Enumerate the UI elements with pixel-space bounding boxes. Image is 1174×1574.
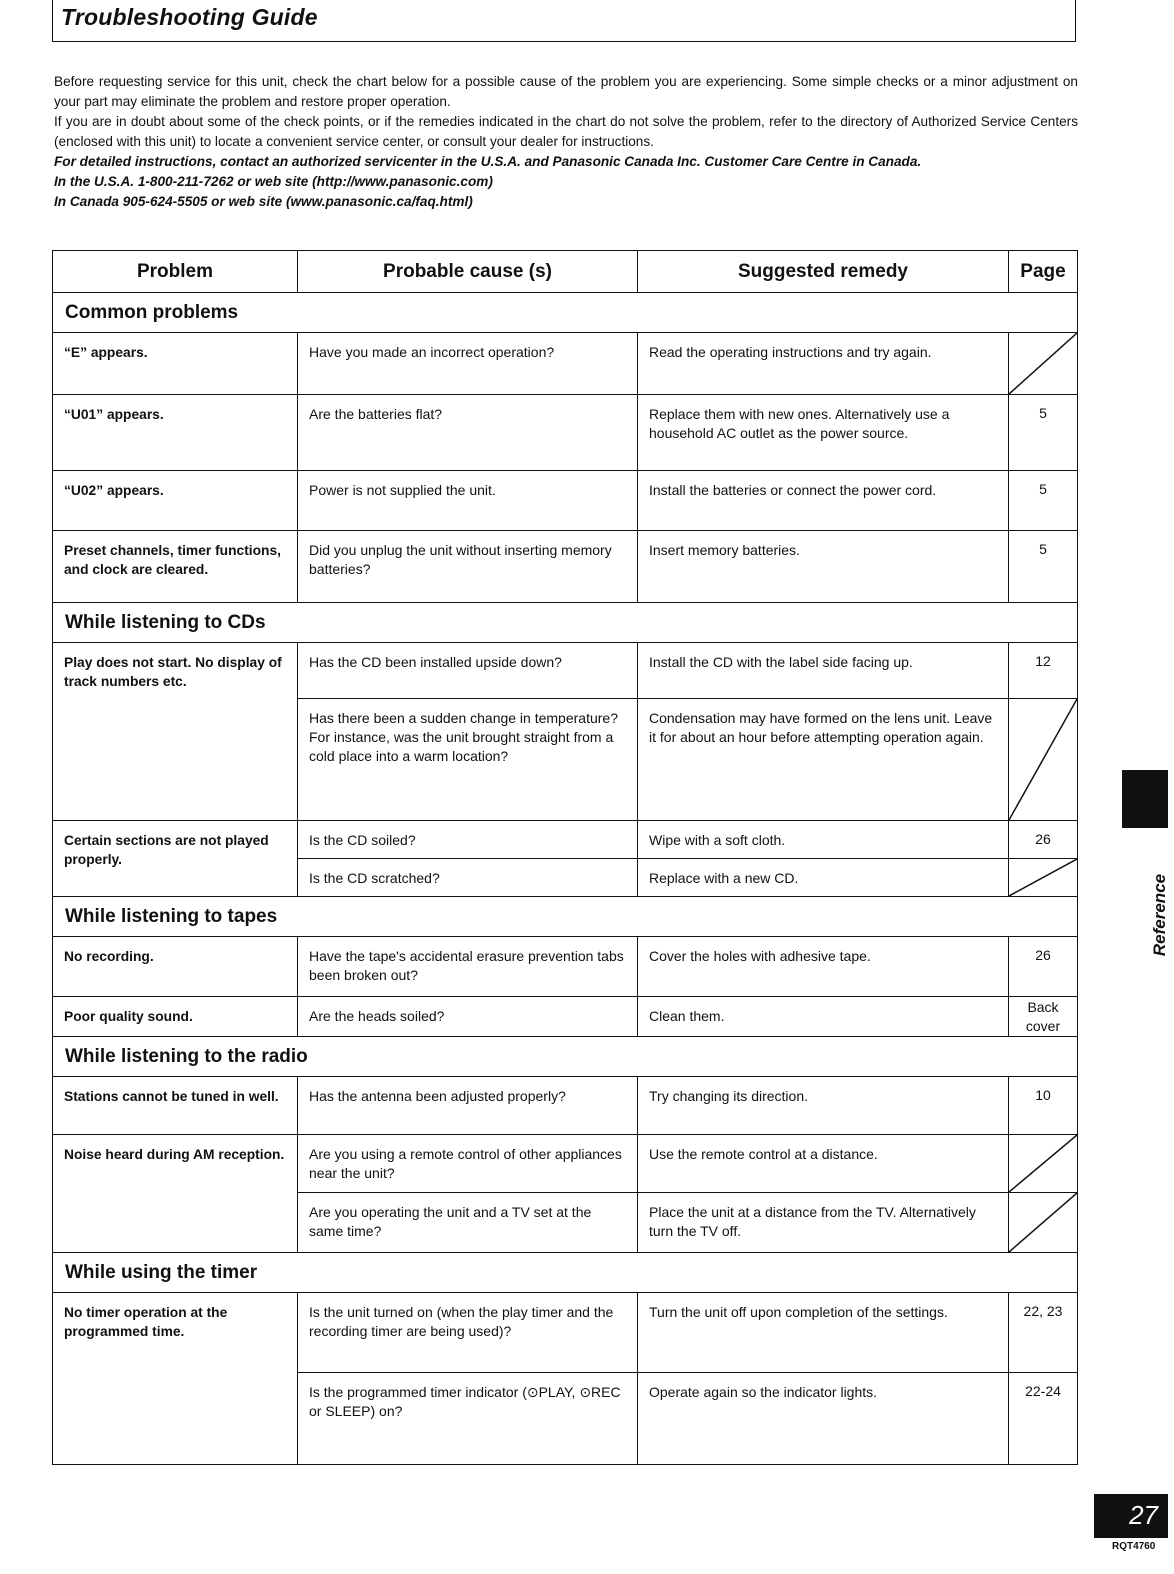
section-radio: While listening to the radio — [53, 1037, 1078, 1077]
page-cell-empty — [1009, 333, 1078, 395]
merged-problem-cell — [53, 821, 298, 897]
remedy-cell: Replace them with new ones. Alternatively use a household AC outlet as the power source. — [649, 406, 950, 441]
table-row — [53, 531, 1078, 603]
not-applicable-slash-icon — [1009, 1135, 1077, 1192]
problem-cell: Poor quality sound. — [64, 1009, 193, 1024]
table-row — [53, 1293, 1078, 1373]
problem-cell: Certain sections are not played properly. — [64, 833, 269, 867]
cause-cell: Is the unit turned on (when the play timer and the recording timer are being used)? — [309, 1304, 614, 1339]
remedy-cell: Condensation may have formed on the lens unit. Leave it for about an hour before attempting operation again. — [649, 710, 993, 745]
problem-cell: No recording. — [64, 949, 154, 964]
intro-contact-note: For detailed instructions, contact an authorized servicenter in the U.S.A. and Panasonic Canada Inc. Customer Care Centre in Canada. — [54, 154, 922, 169]
header-page: Page — [1009, 251, 1078, 293]
remedy-cell: Insert memory batteries. — [649, 542, 800, 558]
not-applicable-slash-icon — [1009, 333, 1077, 394]
page-cell: 5 — [1039, 541, 1047, 557]
table-row — [53, 395, 1078, 471]
cause-cell: Did you unplug the unit without inserting memory batteries? — [309, 542, 612, 577]
reference-side-label: Reference — [1150, 873, 1169, 957]
page-cell: 22, 23 — [1023, 1303, 1063, 1319]
page-cell-empty — [1009, 699, 1078, 821]
remedy-cell: Replace with a new CD. — [649, 870, 799, 886]
table-row — [53, 997, 1078, 1037]
table-row — [53, 821, 1078, 859]
table-row — [53, 1135, 1078, 1193]
problem-cell: Noise heard during AM reception. — [64, 1147, 285, 1162]
cause-cell: Is the CD soiled? — [309, 832, 416, 848]
problem-cell: “U02” appears. — [64, 483, 164, 498]
section-timer: While using the timer — [53, 1253, 1078, 1293]
page-cell: 26 — [1035, 947, 1051, 963]
remedy-cell: Read the operating instructions and try again. — [649, 344, 932, 360]
cause-cell: Are you operating the unit and a TV set at the same time? — [309, 1204, 592, 1239]
page-title: Troubleshooting Guide — [61, 4, 318, 30]
remedy-cell: Place the unit at a distance from the TV. Alternatively turn the TV off. — [649, 1204, 976, 1239]
problem-cell: Preset channels, timer functions, and clock are cleared. — [64, 543, 281, 577]
cause-cell: Power is not supplied the unit. — [309, 482, 496, 498]
cause-cell: Has there been a sudden change in temperature? For instance, was the unit brought straight from a cold place into a warm location? — [309, 710, 618, 764]
remedy-cell: Install the CD with the label side facing up. — [649, 654, 913, 670]
page-cell: 5 — [1039, 481, 1047, 497]
intro-paragraph-2: If you are in doubt about some of the check points, or if the remedies indicated in the chart do not solve the problem, refer to the directory of Authorized Service Centers (enclosed with this unit) to locate a convenient service center, or consult your dealer for instructions. — [54, 114, 1078, 149]
page-cell: 12 — [1035, 653, 1051, 669]
section-row — [53, 897, 1078, 937]
header-problem: Problem — [53, 251, 298, 293]
cause-cell: Is the programmed timer indicator (⊙PLAY, ⊙REC or SLEEP) on? — [309, 1384, 621, 1419]
page-cell: 22-24 — [1025, 1383, 1061, 1399]
section-tapes: While listening to tapes — [53, 897, 1078, 937]
cause-cell: Are the batteries flat? — [309, 406, 443, 422]
remedy-cell: Use the remote control at a distance. — [649, 1146, 878, 1162]
section-common: Common problems — [53, 293, 1078, 333]
remedy-cell: Try changing its direction. — [649, 1088, 808, 1104]
remedy-cell: Turn the unit off upon completion of the settings. — [649, 1304, 948, 1320]
page-cell: 10 — [1035, 1087, 1051, 1103]
page-cell: Back cover — [1025, 999, 1061, 1034]
problem-cell: Play does not start. No display of track numbers etc. — [64, 655, 282, 689]
cause-cell: Have the tape's accidental erasure prevention tabs been broken out? — [309, 948, 624, 983]
cause-cell: Have you made an incorrect operation? — [309, 344, 555, 360]
intro-canada-contact: In Canada 905-624-5505 or web site (www.panasonic.ca/faq.html) — [54, 194, 473, 209]
table-row — [53, 471, 1078, 531]
section-row — [53, 603, 1078, 643]
page-number-box — [1094, 1494, 1168, 1538]
table-row — [53, 1077, 1078, 1135]
not-applicable-slash-icon — [1009, 699, 1077, 820]
page-number: 27 — [1129, 1500, 1158, 1530]
intro-paragraph-1: Before requesting service for this unit, check the chart below for a possible cause of the problem you are experiencing. Some simple checks or a minor adjustment on your part may eliminate the problem and restore proper operation. — [54, 74, 1078, 109]
table-row — [53, 643, 1078, 699]
page-cell-empty — [1009, 1135, 1078, 1193]
problem-cell: Stations cannot be tuned in well. — [64, 1089, 279, 1104]
merged-problem-cell — [53, 1135, 298, 1253]
not-applicable-slash-icon — [1009, 1193, 1077, 1252]
page-cell-empty — [1009, 859, 1078, 897]
merged-problem-cell — [53, 1293, 298, 1465]
section-row — [53, 1037, 1078, 1077]
document-code: RQT4760 — [1112, 1541, 1156, 1552]
problem-cell: No timer operation at the programmed time. — [64, 1305, 228, 1339]
title-box — [52, 0, 1076, 42]
page-cell-empty — [1009, 1193, 1078, 1253]
remedy-cell: Cover the holes with adhesive tape. — [649, 948, 871, 964]
problem-cell: “U01” appears. — [64, 407, 164, 422]
intro-usa-contact: In the U.S.A. 1-800-211-7262 or web site (http://www.panasonic.com) — [54, 174, 493, 189]
header-cause: Probable cause (s) — [298, 251, 638, 293]
cause-cell: Has the antenna been adjusted properly? — [309, 1088, 566, 1104]
problem-cell: “E” appears. — [64, 345, 148, 360]
remedy-cell: Install the batteries or connect the power cord. — [649, 482, 937, 498]
remedy-cell: Operate again so the indicator lights. — [649, 1384, 878, 1400]
cause-cell: Has the CD been installed upside down? — [309, 654, 562, 670]
merged-problem-cell — [53, 643, 298, 821]
page-cell: 5 — [1039, 405, 1047, 421]
table-row — [53, 333, 1078, 395]
section-row — [53, 293, 1078, 333]
troubleshooting-table — [52, 250, 1078, 1465]
table-header-row — [53, 251, 1078, 293]
page-cell: 26 — [1035, 831, 1051, 847]
not-applicable-slash-icon — [1009, 859, 1077, 896]
section-row — [53, 1253, 1078, 1293]
section-cds: While listening to CDs — [53, 603, 1078, 643]
remedy-cell: Clean them. — [649, 1008, 725, 1024]
cause-cell: Are the heads soiled? — [309, 1008, 445, 1024]
header-remedy: Suggested remedy — [638, 251, 1009, 293]
table-row — [53, 937, 1078, 997]
reference-tab-marker — [1122, 770, 1168, 828]
remedy-cell: Wipe with a soft cloth. — [649, 832, 786, 848]
cause-cell: Are you using a remote control of other appliances near the unit? — [309, 1146, 622, 1181]
intro-text — [54, 72, 1078, 212]
cause-cell: Is the CD scratched? — [309, 870, 440, 886]
